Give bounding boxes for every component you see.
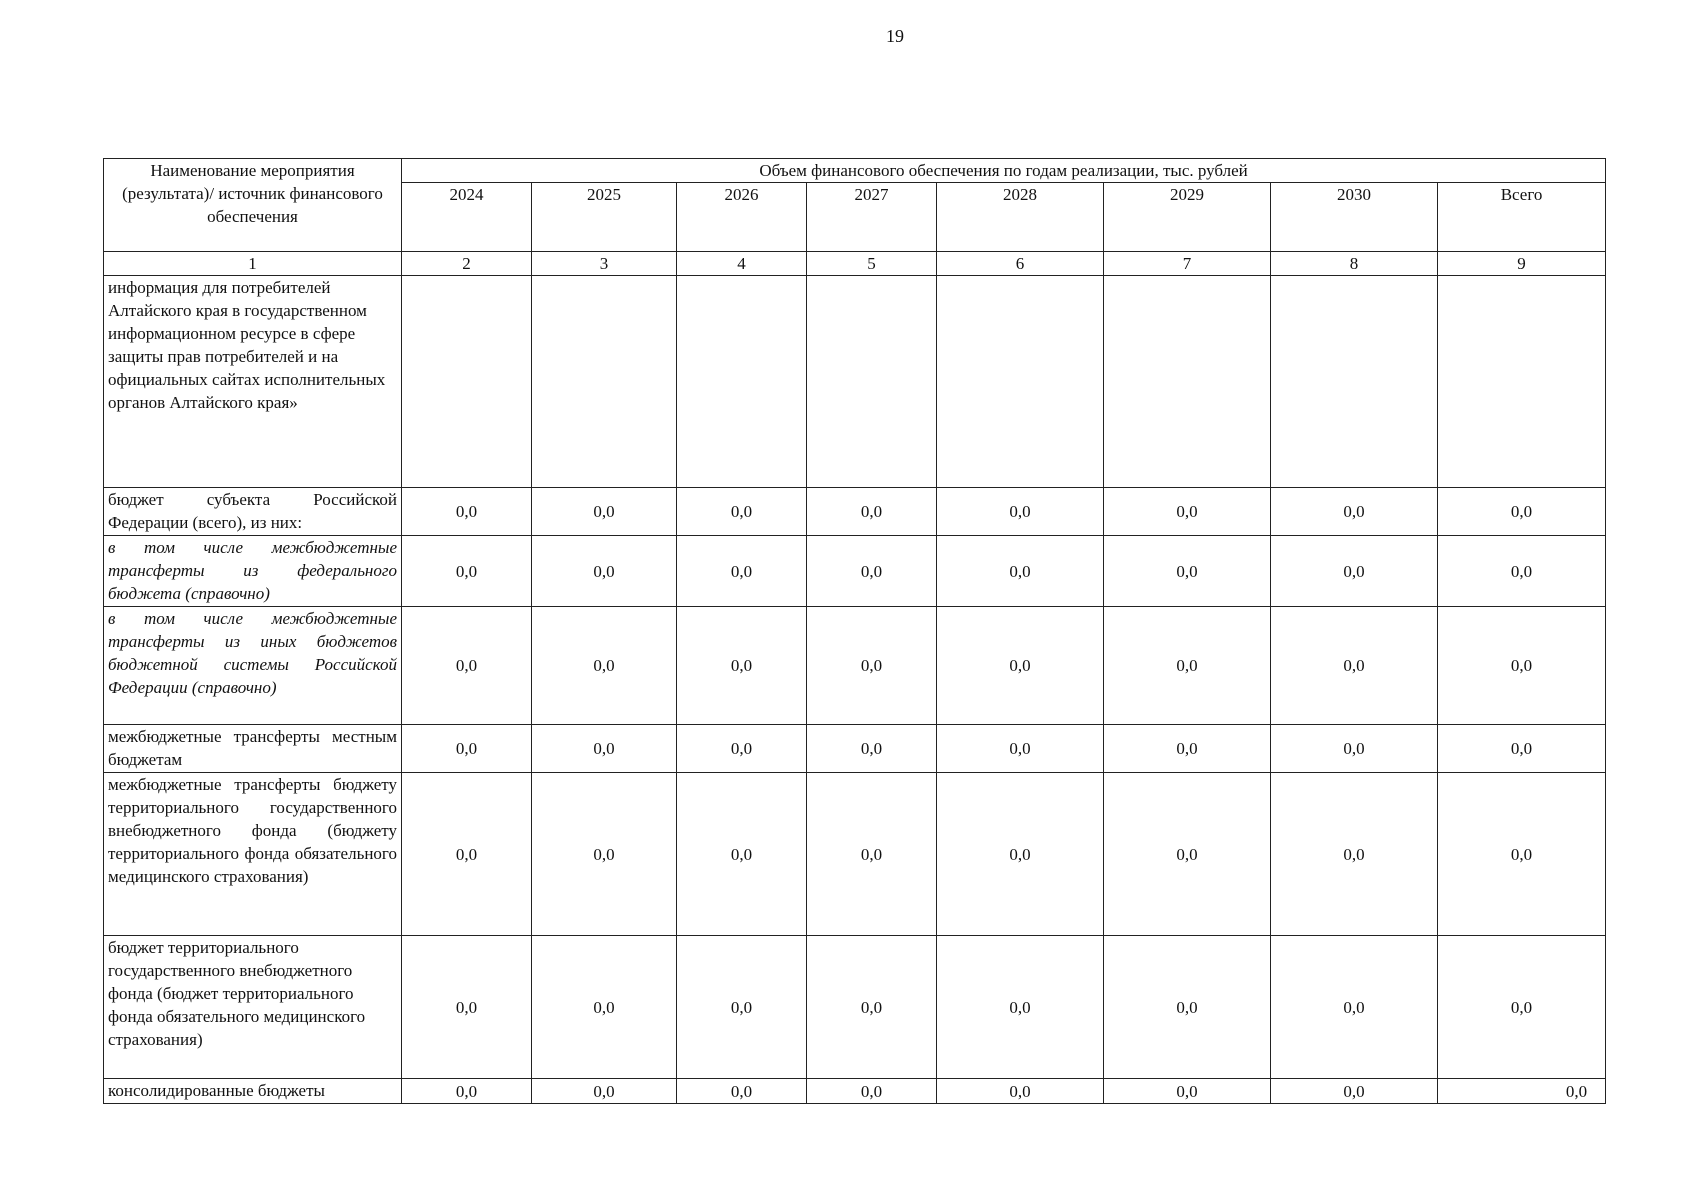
value-cell: 0,0 <box>402 725 532 773</box>
page-number: 19 <box>886 26 904 46</box>
value-cell: 0,0 <box>807 725 937 773</box>
table-row <box>104 276 1606 488</box>
value-cell: 0,0 <box>937 607 1104 725</box>
value-cell: 0,0 <box>1104 488 1271 536</box>
value-cell: 0,0 <box>677 536 807 607</box>
value-cell: 0,0 <box>402 536 532 607</box>
value-cell: 0,0 <box>677 607 807 725</box>
row-label: межбюджетные трансферты местным бюджетам <box>104 725 402 773</box>
column-number: 6 <box>937 252 1104 276</box>
column-number-row <box>104 252 1606 276</box>
value-cell: 0,0 <box>677 725 807 773</box>
value-cell: 0,0 <box>532 936 677 1079</box>
value-cell: 0,0 <box>1271 725 1438 773</box>
value-cell: 0,0 <box>807 607 937 725</box>
value-cell: 0,0 <box>677 1079 807 1104</box>
year-header: 2029 <box>1104 183 1271 252</box>
column-number: 3 <box>532 252 677 276</box>
value-cell: 0,0 <box>1271 488 1438 536</box>
value-cell: 0,0 <box>532 488 677 536</box>
value-cell <box>1271 276 1438 488</box>
value-cell: 0,0 <box>937 936 1104 1079</box>
value-cell: 0,0 <box>1271 1079 1438 1104</box>
value-cell: 0,0 <box>1271 607 1438 725</box>
row-label: информация для потребителей Алтайского края в государственном информационном ресурсе в сфере защиты прав потребителей и на официальных сайтах исполнительных органов Алтайского края» <box>104 276 402 488</box>
table-row <box>104 536 1606 607</box>
financing-table <box>103 158 1606 1104</box>
value-cell: 0,0 <box>1438 773 1606 936</box>
column-number: 7 <box>1104 252 1271 276</box>
value-cell: 0,0 <box>937 773 1104 936</box>
value-cell <box>937 276 1104 488</box>
name-column-header: Наименование мероприятия (результата)/ источник финансового обеспечения <box>104 159 402 252</box>
table-row <box>104 773 1606 936</box>
value-cell: 0,0 <box>1104 773 1271 936</box>
year-header: 2024 <box>402 183 532 252</box>
value-cell: 0,0 <box>1438 607 1606 725</box>
row-label: в том числе межбюджетные трансферты из федерального бюджета (справочно) <box>104 536 402 607</box>
table-row <box>104 1079 1606 1104</box>
column-number: 2 <box>402 252 532 276</box>
value-cell <box>1438 276 1606 488</box>
value-cell: 0,0 <box>807 773 937 936</box>
year-header: 2026 <box>677 183 807 252</box>
table-row <box>104 936 1606 1079</box>
value-cell: 0,0 <box>402 773 532 936</box>
value-cell: 0,0 <box>1271 773 1438 936</box>
value-cell: 0,0 <box>807 1079 937 1104</box>
value-cell: 0,0 <box>1271 936 1438 1079</box>
row-label: в том числе межбюджетные трансферты из иных бюджетов бюджетной системы Российской Федерации (справочно) <box>104 607 402 725</box>
value-cell: 0,0 <box>1104 1079 1271 1104</box>
value-cell: 0,0 <box>807 936 937 1079</box>
header-row-1 <box>104 159 1606 183</box>
value-cell <box>807 276 937 488</box>
value-cell: 0,0 <box>1271 536 1438 607</box>
value-cell: 0,0 <box>1438 1079 1606 1104</box>
value-cell: 0,0 <box>402 936 532 1079</box>
column-number: 4 <box>677 252 807 276</box>
value-cell: 0,0 <box>532 773 677 936</box>
year-header: 2028 <box>937 183 1104 252</box>
value-cell: 0,0 <box>402 488 532 536</box>
row-label: межбюджетные трансферты бюджету территориального государственного внебюджетного фонда (бюджету территориального фонда обязательного медицинского страхования) <box>104 773 402 936</box>
value-cell: 0,0 <box>937 1079 1104 1104</box>
value-cell: 0,0 <box>1438 725 1606 773</box>
row-label: бюджет территориального государственного внебюджетного фонда (бюджет территориального фонда обязательного медицинского страхования) <box>104 936 402 1079</box>
value-cell: 0,0 <box>937 725 1104 773</box>
value-cell: 0,0 <box>1104 536 1271 607</box>
value-cell <box>677 276 807 488</box>
table-row <box>104 725 1606 773</box>
value-cell <box>532 276 677 488</box>
value-cell: 0,0 <box>1104 725 1271 773</box>
column-number: 9 <box>1438 252 1606 276</box>
value-cell: 0,0 <box>532 536 677 607</box>
row-label: консолидированные бюджеты <box>104 1079 402 1104</box>
row-label: бюджет субъекта Российской Федерации (всего), из них: <box>104 488 402 536</box>
value-cell: 0,0 <box>677 773 807 936</box>
column-number: 5 <box>807 252 937 276</box>
value-cell: 0,0 <box>532 1079 677 1104</box>
value-cell: 0,0 <box>1438 488 1606 536</box>
total-header: Всего <box>1438 183 1606 252</box>
value-cell: 0,0 <box>402 1079 532 1104</box>
column-number: 1 <box>104 252 402 276</box>
value-cell: 0,0 <box>1104 607 1271 725</box>
table-row <box>104 488 1606 536</box>
year-header: 2030 <box>1271 183 1438 252</box>
value-cell <box>1104 276 1271 488</box>
value-cell: 0,0 <box>1438 936 1606 1079</box>
value-cell: 0,0 <box>937 536 1104 607</box>
value-cell: 0,0 <box>807 536 937 607</box>
value-cell: 0,0 <box>1438 536 1606 607</box>
year-header: 2027 <box>807 183 937 252</box>
value-cell: 0,0 <box>532 725 677 773</box>
value-cell: 0,0 <box>402 607 532 725</box>
value-cell: 0,0 <box>1104 936 1271 1079</box>
column-number: 8 <box>1271 252 1438 276</box>
value-cell: 0,0 <box>807 488 937 536</box>
value-cell <box>402 276 532 488</box>
year-header: 2025 <box>532 183 677 252</box>
value-cell: 0,0 <box>937 488 1104 536</box>
table-row <box>104 607 1606 725</box>
value-cell: 0,0 <box>677 488 807 536</box>
funding-volume-header: Объем финансового обеспечения по годам реализации, тыс. рублей <box>402 159 1606 183</box>
value-cell: 0,0 <box>532 607 677 725</box>
value-cell: 0,0 <box>677 936 807 1079</box>
